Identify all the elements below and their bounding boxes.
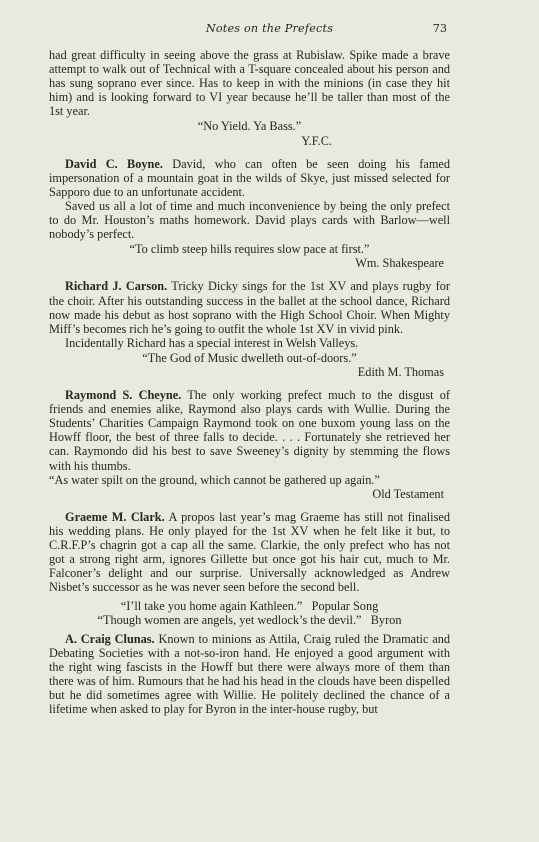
page-header — [0, 22, 539, 42]
entry-text: Tricky Dicky sings for the 1st XV and plays rugby for the choir. After his outstanding success in the ballet at the school dance, Richard now made his debut as host soprano with the High School Choir. When Mighty Miff’s becomes rich he’s going to outfit the whole 1st XV in vivid pink. — [49, 279, 450, 336]
prefect-name: Graeme M. Clark. — [65, 509, 165, 524]
entry-quote: “To climb steep hills requires slow pace at first.” — [129, 242, 370, 257]
page-body — [49, 48, 450, 716]
prefect-entry-clunas — [49, 632, 450, 717]
prefect-name: Richard J. Carson. — [65, 279, 168, 294]
page-number: 73 — [432, 22, 447, 35]
prefect-entry-boyne — [49, 157, 450, 271]
prefect-name: David C. Boyne. — [65, 156, 163, 171]
entry-text: Known to minions as Attila, Craig ruled the Dramatic and Debating Societies with a not-so-iron hand. He enjoyed a good argument with the right wing fascists in the Howff but there were always more of them than there was of him. Rumours that he had his head in the clouds have been dispelled but he did sometimes agree with Willie. He politely declined the chance of a lifetime when asked to play for Byron in the inter-house rugby, but — [49, 631, 451, 717]
entry-quote-2 — [49, 613, 450, 627]
entry-attribution: Wm. Shakespeare — [355, 256, 444, 271]
prefect-name: A. Craig Clunas. — [65, 631, 155, 646]
entry-paragraph — [49, 632, 450, 717]
entry-quote: “The God of Music dwelleth out-of-doors.” — [142, 350, 357, 365]
quote-attribution: Byron — [370, 613, 402, 628]
entry-paragraph — [49, 388, 450, 473]
prefect-entry-cheyne — [49, 388, 450, 501]
intro-paragraph: had great difficulty in seeing above the grass at Rubislaw. Spike made a brave attempt to walk out of Technical with a T-square concealed about his person and has sung soprano ever since. Has to keep in with the minions (in case they hit him) and is looking forward to VI year because he’ll be taller than most of the 1st year. — [49, 48, 450, 119]
entry-attribution: Edith M. Thomas — [357, 364, 444, 379]
entry-paragraph-2: Saved us all a lot of time and much inconvenience by being the only prefect to do Mr. Houston’s maths homework. David plays cards with Barlow—well nobody’s perfect. — [49, 198, 450, 242]
running-title: Notes on the Prefects — [205, 22, 334, 35]
intro-attribution: Y.F.C. — [301, 133, 332, 148]
entry-paragraph — [49, 510, 450, 595]
prefect-entry-carson — [49, 279, 450, 379]
intro-quote: “No Yield. Ya Bass.” — [197, 119, 302, 134]
entry-attribution: Old Testament — [372, 486, 444, 501]
entry-paragraph-2: Incidentally Richard has a special interest in Welsh Valleys. — [65, 335, 359, 350]
entry-quote: “As water spilt on the ground, which cannot be gathered up again.” — [49, 472, 380, 487]
quote-text: “I’ll take you home again Kathleen.” — [120, 599, 303, 614]
prefect-name: Raymond S. Cheyne. — [65, 388, 182, 403]
prefect-entry-clark — [49, 510, 450, 628]
entry-text: David, who can often be seen doing his famed impersonation of a mountain goat in the wilds of Skye, just missed selected for Sapporo due to an unfortunate accident. — [49, 156, 450, 199]
quote-attribution: Popular Song — [311, 599, 379, 614]
entry-text: A propos last year’s mag Graeme has still not finalised his wedding plans. He only played for the 1st XV when he felt like it but, to C.R.F.P’s chagrin got a cap all the same. Clarkie, the only prefect who has not got a strong right arm, ignores Gillette but once got his hair cut, much to Mr. Falconer’s delight and our surprise. Universally acknowledged as Andrew Nisbet’s successor as he was never seen before the second bell. — [49, 509, 450, 595]
entry-quote-1 — [49, 599, 450, 613]
entry-paragraph — [49, 157, 450, 199]
quote-text: “Though women are angels, yet wedlock’s the devil.” — [97, 613, 362, 628]
entry-text: The only working prefect much to the disgust of friends and enemies alike, Raymond also plays cards with Wullie. During the Students’ Charities Campaign Raymond took on one buxom young lass on the Howff floor, the best of three falls to decide. . . . Fortunately she retrieved her can. Raymondo did his best to save Sweeney’s dignity by stemming the flows with his thumbs. — [49, 388, 450, 473]
entry-paragraph — [49, 279, 450, 335]
